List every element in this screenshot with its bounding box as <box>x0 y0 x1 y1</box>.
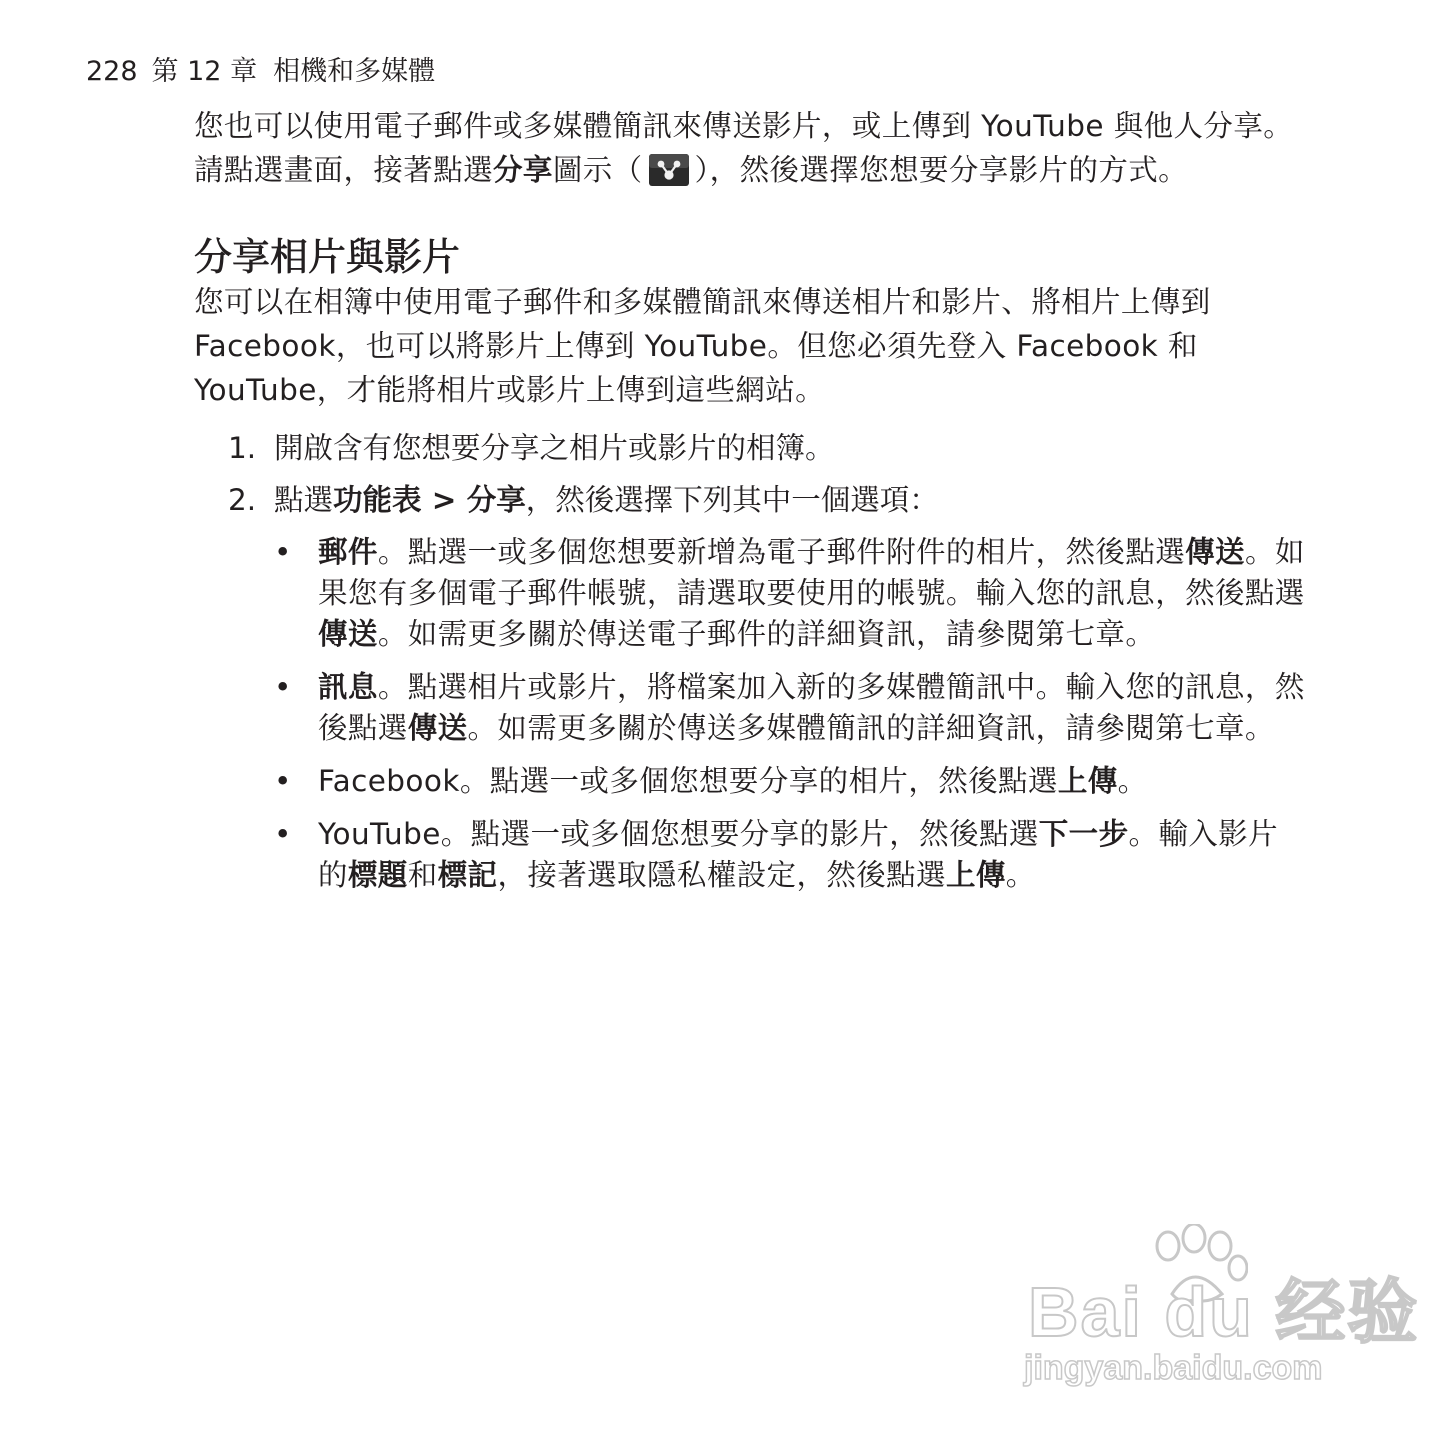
option-facebook <box>274 761 1306 802</box>
option-name: YouTube <box>318 817 441 851</box>
bullet: • <box>274 764 292 798</box>
option-text: 。如需更多關於傳送電子郵件的詳細資訊，請參閱第七章。 <box>377 617 1156 651</box>
option-name: Facebook <box>318 764 460 798</box>
step-marker: 2. <box>228 483 257 517</box>
option-message <box>274 667 1306 749</box>
bullet: • <box>274 670 292 704</box>
bullet: • <box>274 535 292 569</box>
option-text: 。點選一或多個您想要新增為電子郵件附件的相片，然後點選 <box>377 535 1186 569</box>
chapter-title: 相機和多媒體 <box>273 56 436 87</box>
option-text: 。 <box>1117 764 1148 798</box>
chapter-label: 第 12 章 <box>151 56 258 87</box>
send-label: 傳送 <box>1185 535 1245 569</box>
step-text: 開啟含有您想要分享之相片或影片的相簿。 <box>274 431 835 465</box>
tags-label: 標記 <box>437 858 498 892</box>
upload-label: 上傳 <box>945 858 1006 892</box>
page-header <box>86 52 435 92</box>
step-text: 點選 <box>274 483 334 517</box>
intro-text-2: 圖示（ <box>552 153 643 187</box>
option-text: 和 <box>407 858 438 892</box>
intro-text-1: 您也可以使用電子郵件或多媒體簡訊來傳送影片，或上傳到 YouTube 與他人分享。請點選畫面，接著點選 <box>194 109 1294 187</box>
intro-paragraph <box>194 104 1306 192</box>
step-marker: 1. <box>228 431 257 465</box>
share-icon <box>649 154 689 186</box>
option-text: 。點選一或多個您想要分享的影片，然後點選 <box>440 817 1039 851</box>
option-text: 。如需更多關於傳送多媒體簡訊的詳細資訊，請參閱第七章。 <box>467 711 1275 745</box>
send-label: 傳送 <box>407 711 468 745</box>
option-name: 訊息 <box>318 670 378 704</box>
next-label: 下一步 <box>1038 817 1129 851</box>
step-item <box>194 478 1306 896</box>
option-text: 。輸入影片的 <box>318 817 1278 892</box>
option-text: ，接著選取隱私權設定，然後點選 <box>497 858 946 892</box>
step-item <box>194 426 1306 470</box>
intro-text-3: ），然後選擇您想要分享影片的方式。 <box>694 153 1189 187</box>
steps-list <box>194 426 1306 896</box>
step-text: ，然後選擇下列其中一個選項： <box>525 483 939 517</box>
upload-label: 上傳 <box>1057 764 1118 798</box>
baidu-watermark <box>1018 1224 1420 1387</box>
menu-share-label: 功能表 > 分享 <box>333 483 526 517</box>
option-name: 郵件 <box>318 535 378 569</box>
share-options-list <box>274 532 1306 896</box>
option-text: 。 <box>1005 858 1036 892</box>
title-label: 標題 <box>347 858 408 892</box>
option-email <box>274 532 1306 655</box>
page-content <box>194 104 1306 908</box>
intro-share-label: 分享 <box>493 153 553 187</box>
section-title: 分享相片與影片 <box>194 235 461 279</box>
option-text: 。如果您有多個電子郵件帳號，請選取要使用的帳號。輸入您的訊息，然後點選 <box>318 535 1305 610</box>
section-body: 您可以在相簿中使用電子郵件和多媒體簡訊來傳送相片和影片、將相片上傳到 Facebook，也可以將影片上傳到 YouTube。但您必須先登入 Facebook 和 YouTube，才能將相片或影片上傳到這些網站。 <box>194 285 1211 407</box>
option-text: 。點選一或多個您想要分享的相片，然後點選 <box>459 764 1058 798</box>
watermark-brand: Bai du 经验 <box>1028 1273 1420 1351</box>
bullet: • <box>274 817 292 851</box>
watermark-url: jingyan.baidu.com <box>1024 1349 1323 1387</box>
option-text: 。點選相片或影片，將檔案加入新的多媒體簡訊中。輸入您的訊息，然後點選 <box>318 670 1305 745</box>
page-number: 228 <box>86 56 138 87</box>
send-label: 傳送 <box>318 617 378 651</box>
option-youtube <box>274 814 1306 896</box>
